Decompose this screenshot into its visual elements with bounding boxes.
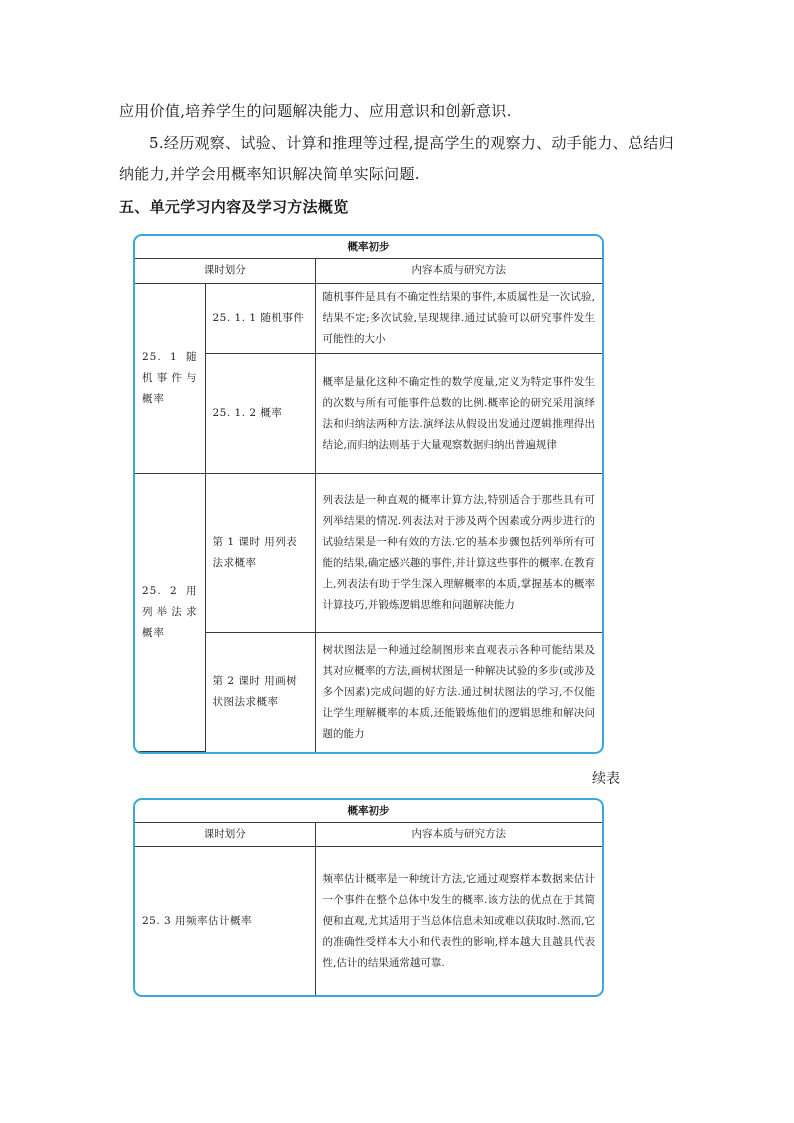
overview-table-continued — [133, 798, 604, 997]
lesson-description: 树状图法是一种通过绘制图形来直观表示各种可能结果及其对应概率的方法,画树状图是一种解决试验的多步(或涉及多个因素)完成问题的好方法.通过树状图法的学习,不仅能让学生理解概率的本质,还能锻炼他们的逻辑思维和解决问题的能力 — [315, 632, 602, 751]
table-title: 概率初步 — [135, 236, 602, 259]
column-header-content: 内容本质与研究方法 — [315, 823, 602, 847]
paragraph-item-5: 5.经历观察、试验、计算和推理等过程,提高学生的观察力、动手能力、总结归纳能力,并学会用概率知识解决简单实际问题. — [119, 134, 674, 183]
column-header-content: 内容本质与研究方法 — [315, 259, 602, 283]
section-label-25-2: 25. 2 用列举法求概率 — [135, 473, 205, 751]
lesson-label-25-2-lesson-1: 第 1 课时 用列表法求概率 — [205, 473, 315, 632]
paragraph-intro-continued: 应用价值,培养学生的问题解决能力、应用意识和创新意识. — [119, 102, 512, 120]
section-label-25-1: 25. 1 随机事件与概率 — [135, 283, 205, 473]
table-title: 概率初步 — [135, 800, 602, 823]
lesson-description: 随机事件是具有不确定性结果的事件,本质属性是一次试验,结果不定;多次试验,呈现规律.通过试验可以研究事件发生可能性的大小 — [315, 283, 602, 354]
continued-label: 续表 — [592, 771, 620, 787]
lesson-label-25-2-lesson-2: 第 2 课时 用画树状图法求概率 — [205, 632, 315, 751]
lesson-label-25-1-2: 25. 1. 2 概率 — [205, 354, 315, 473]
column-header-schedule: 课时划分 — [135, 259, 315, 283]
column-header-schedule: 课时划分 — [135, 823, 315, 847]
lesson-description: 列表法是一种直观的概率计算方法,特别适合于那些具有可列举结果的情况.列表法对于涉及两个因素或分两步进行的试验结果是一种有效的方法.它的基本步骤包括列举所有可能的结果,确定感兴趣的事件,并计算这些事件的概率.在教育上,列表法有助于学生深入理解概率的本质,掌握基本的概率计算技巧,并锻炼逻辑思维和问题解决能力 — [315, 473, 602, 632]
overview-table — [133, 234, 604, 754]
lesson-label-25-1-1: 25. 1. 1 随机事件 — [205, 283, 315, 354]
lesson-description: 频率估计概率是一种统计方法,它通过观察样本数据来估计一个事件在整个总体中发生的概率.该方法的优点在于其简便和直观,尤其适用于当总体信息未知或难以获取时.然而,它的准确性受样本大小和代表性的影响,样本越大且越具代表性,估计的结果通常越可靠. — [315, 847, 602, 996]
section-heading: 五、单元学习内容及学习方法概览 — [119, 198, 349, 216]
lesson-description: 概率是量化这种不确定性的数学度量,定义为特定事件发生的次数与所有可能事件总数的比例.概率论的研究采用演绎法和归纳法两种方法.演绎法从假设出发通过逻辑推理得出结论,而归纳法则基于大量观察数据归纳出普遍规律 — [315, 354, 602, 473]
section-label-25-3: 25. 3 用频率估计概率 — [135, 847, 315, 996]
